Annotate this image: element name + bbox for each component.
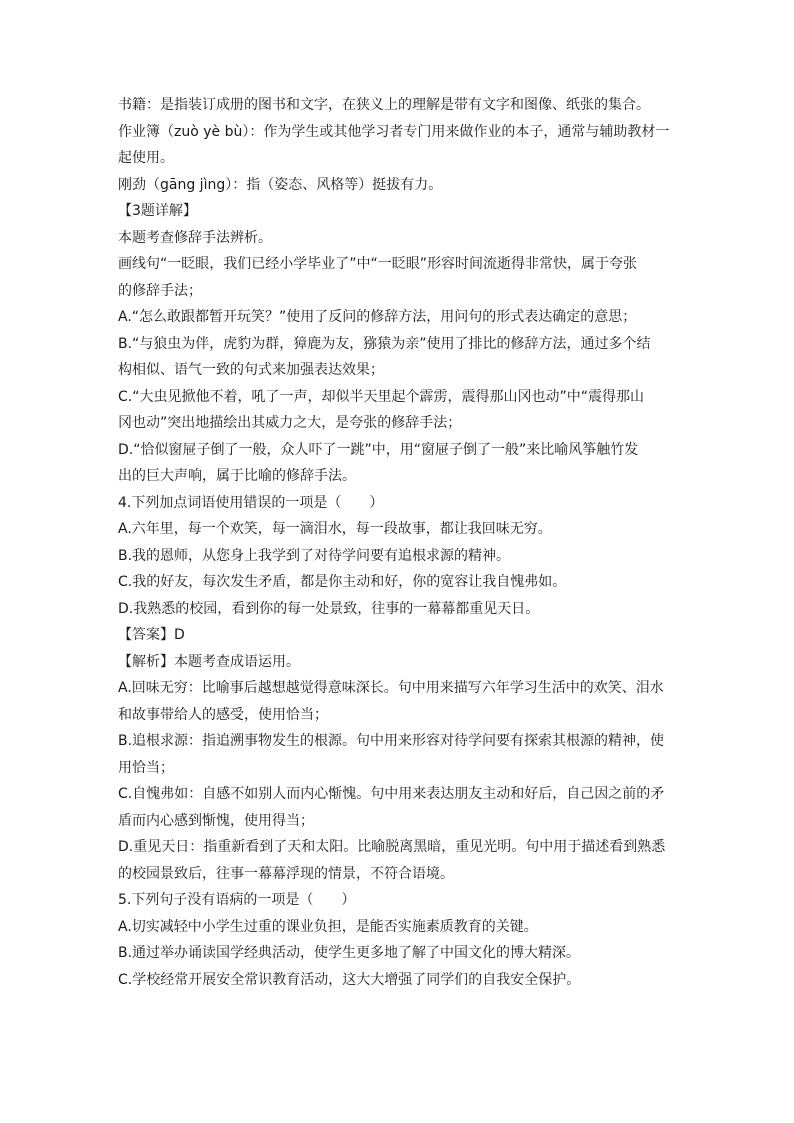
analysis-a-cont: 和故事带给人的感受，使用恰当； (118, 706, 328, 723)
option-c-q4: C.我的好友，每次发生矛盾，都是你主动和好，你的宽容让我自愧弗如。 (118, 574, 567, 590)
text-line-4: 刚劲（gāng jìng）：指（姿态、风格等）挺拔有力。 (118, 176, 443, 193)
analysis-c-cont: 盾而内心感到惭愧，使用得当； (118, 812, 314, 829)
text-line-3: 起使用。 (118, 150, 174, 166)
analysis-b: B.追根求源：指追溯事物发生的根源。句中用来形容对待学问要有探索其根源的精神，使 (118, 733, 665, 749)
analysis-a: A.回味无穷：比喻事后越想越觉得意味深长。句中用来描写六年学习生活中的欢笑、泪水 (118, 680, 664, 696)
option-d-q4: D.我熟悉的校园，看到你的每一处景致，往事的一幕幕都重见天日。 (118, 600, 540, 617)
option-b-q3: B.“与狼虫为伴，虎豹为群，獐鹿为友，猕猿为亲”使用了排比的修辞方法，通过多个结 (118, 335, 651, 352)
analysis-d: D.重见天日：指重新看到了天和太阳。比喻脱离黑暗，重见光明。句中用于描述看到熟悉 (118, 839, 666, 855)
option-c-q3-cont: 冈也动”突出地描绘出其威力之大，是夸张的修辞手法； (118, 415, 462, 431)
option-c-q3: C.“大虫见掀他不着，吼了一声，却似半天里起个霹雳，震得那山冈也动”中“震得那山 (118, 388, 644, 405)
section-heading-q3: 【3题详解】 (118, 203, 197, 219)
option-d-q3: D.“恰似窗屉子倒了一般，众人吓了一跳”中，用“窗屉子倒了一般”来比喻风筝触竹发 (118, 441, 639, 458)
option-d-q3-cont: 出的巨大声响，属于比喻的修辞手法。 (118, 468, 356, 484)
text-line-6: 本题考查修辞手法辨析。 (118, 229, 272, 246)
text-line-2: 作业簿（zuò yè bù）：作为学生或其他学习者专门用来做作业的本子，通常与辅助教材一 (118, 123, 670, 140)
option-b-q4: B.我的恩师，从您身上我学到了对待学问要有追根求源的精神。 (118, 547, 511, 564)
document-page (118, 92, 678, 993)
analysis-d-cont: 的校园景致后，往事一幕幕浮现的情景，不符合语境。 (118, 865, 454, 882)
text-line-7: 画线句“一眨眼，我们已经小学毕业了”中“一眨眼”形容时间流逝得非常快，属于夸张 (118, 256, 638, 272)
option-c-q5: C.学校经常开展安全常识教育活动，这大大增强了同学们的自我安全保护。 (118, 971, 581, 988)
text-line-8: 的修辞手法； (118, 282, 202, 299)
option-a-q4: A.六年里，每一个欢笑，每一滴泪水，每一段故事，都让我回味无穷。 (118, 521, 552, 537)
question-5: 5.下列句子没有语病的一项是（ ） (118, 892, 356, 908)
text-line-1: 书籍：是指装订成册的图书和文字，在狭义上的理解是带有文字和图像、纸张的集合。 (118, 97, 650, 113)
answer-q4: 【答案】D (118, 627, 185, 643)
analysis-b-cont: 用恰当； (118, 759, 174, 776)
option-b-q5: B.通过举办诵读国学经典活动，使学生更多地了解了中国文化的博大精深。 (118, 945, 581, 961)
option-a-q5: A.切实减轻中小学生过重的课业负担，是能否实施素质教育的关键。 (118, 918, 538, 935)
analysis-c: C.自愧弗如：自感不如别人而内心惭愧。句中用来表达朋友主动和好后，自己因之前的矛 (118, 786, 665, 802)
option-b-q3-cont: 构相似、语气一致的句式来加强表达效果； (118, 362, 384, 378)
option-a-q3: A.“怎么敢跟都暂开玩笑？”使用了反问的修辞方法，用问句的形式表达确定的意思； (118, 309, 637, 325)
analysis-q4: 【解析】本题考查成语运用。 (118, 653, 300, 670)
question-4: 4.下列加点词语使用错误的一项是（ ） (118, 494, 384, 511)
